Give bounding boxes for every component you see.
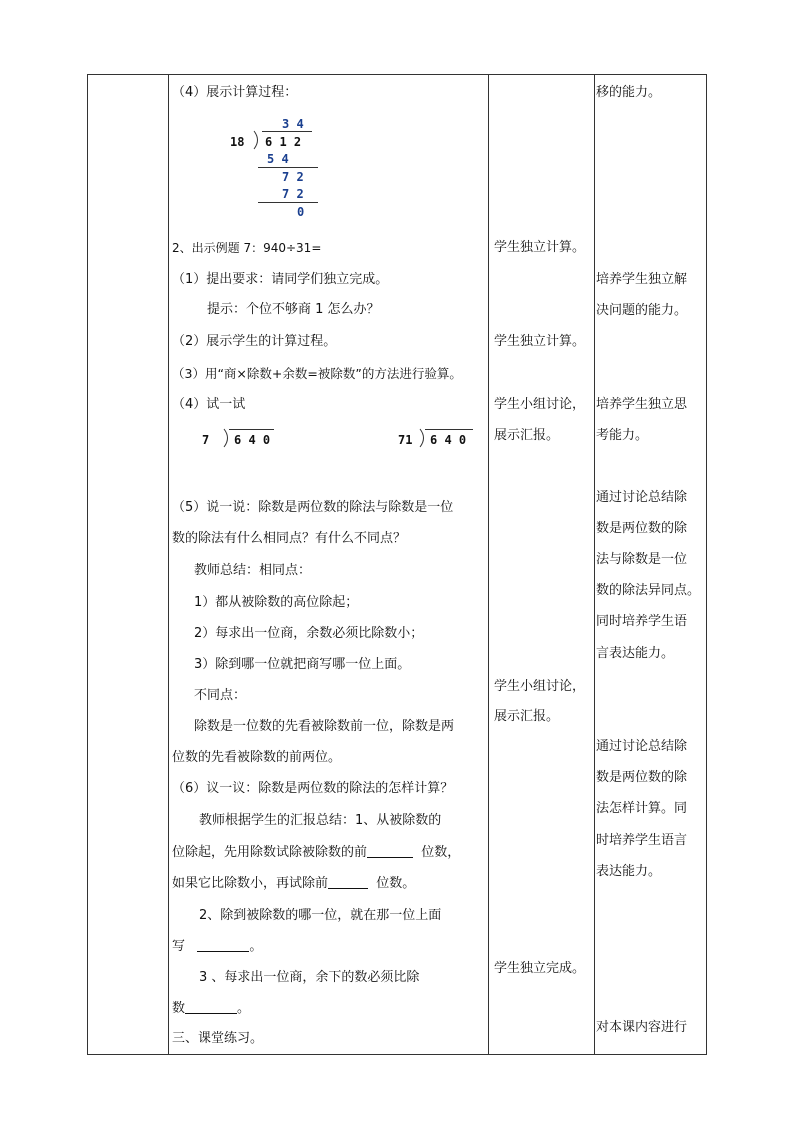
student-activity-e: 学生独立完成。 (494, 961, 586, 976)
divisor: 7 (202, 433, 210, 447)
fill-blank (197, 939, 249, 952)
difference-title: 不同点： (194, 688, 247, 703)
design-intent-e3: 法怎样计算。同 (596, 801, 688, 816)
design-intent-a: 移的能力。 (596, 85, 662, 100)
fill-blank (367, 845, 413, 858)
rule-text: 位数。 (376, 876, 416, 891)
student-activity-d1: 学生小组讨论， (494, 679, 586, 694)
step4-label: （4）展示计算过程： (172, 85, 298, 100)
rule-line-2 (172, 845, 460, 861)
say-line-1: （5）说一说：除数是两位数的除法与除数是一位 (172, 500, 454, 515)
fill-blank (185, 1001, 237, 1014)
dividend: 6 1 2 (265, 135, 302, 149)
discuss-question: （6）议一议：除数是两位数的除法的怎样计算？ (172, 781, 454, 796)
remainder-final: 0 (297, 205, 305, 219)
design-intent-d4: 数的除法异同点。 (596, 583, 701, 598)
design-intent-d3: 法与除数是一位 (596, 552, 688, 567)
division-bracket-icon (252, 130, 262, 150)
rule-text: 位数， (421, 845, 461, 860)
design-intent-c1: 培养学生独立思 (596, 397, 688, 412)
fill-blank (328, 876, 368, 889)
rule-line-4: 2、除到被除数的哪一位，就在那一位上面 (199, 908, 442, 923)
design-intent-b1: 培养学生独立解 (596, 272, 688, 287)
dividend: 6 4 0 (430, 433, 467, 447)
student-activity-a: 学生独立计算。 (494, 240, 586, 255)
column-divider (488, 75, 489, 1054)
division-bar (229, 429, 274, 430)
example7-step4: （4）试一试 (172, 397, 246, 412)
section-classroom-practice: 三、课堂练习。 (172, 1031, 264, 1046)
example7-step2: （2）展示学生的计算过程。 (172, 334, 337, 349)
student-activity-c2: 展示汇报。 (494, 428, 560, 443)
column-divider (594, 75, 595, 1054)
rule-text: 写 (172, 939, 186, 954)
rule-text: 。 (237, 1001, 251, 1016)
student-activity-b: 学生独立计算。 (494, 334, 586, 349)
same-point-3: 3）除到哪一位就把商写哪一位上面。 (194, 657, 411, 672)
quotient: 3 4 (282, 117, 304, 131)
divisor: 71 (398, 433, 413, 447)
example7-hint: 提示：个位不够商 1 怎么办？ (207, 302, 380, 317)
example7-title: 2、出示例题 7：940÷31= (172, 241, 322, 255)
difference-line-1: 除数是一位数的先看被除数前一位，除数是两 (194, 719, 455, 734)
rule-line (258, 167, 318, 168)
same-point-1: 1）都从被除数的高位除起； (194, 595, 359, 610)
say-line-2: 数的除法有什么相同点？有什么不同点？ (172, 531, 407, 546)
column-divider (168, 75, 169, 1054)
rule-text: 如果它比除数小，再试除前 (172, 876, 329, 891)
example7-step3: （3）用“商×除数+余数=被除数”的方法进行验算。 (172, 366, 462, 381)
design-intent-e2: 数是两位数的除 (596, 770, 688, 785)
remainder-1: 7 2 (282, 170, 304, 184)
design-intent-d2: 数是两位数的除 (596, 521, 688, 536)
rule-text: 数 (172, 1001, 186, 1016)
rule-line-5 (172, 939, 262, 955)
subtract-2: 7 2 (282, 187, 304, 201)
rule-line-6: 3 、每求出一位商，余下的数必须比除 (199, 970, 420, 985)
rule-line (258, 202, 318, 203)
design-intent-d5: 同时培养学生语 (596, 614, 688, 629)
design-intent-e5: 表达能力。 (596, 864, 662, 879)
subtract-1: 5 4 (267, 152, 289, 166)
difference-line-2: 位数的先看被除数的前两位。 (172, 750, 342, 765)
same-point-2: 2）每求出一位商，余数必须比除数小； (194, 626, 424, 641)
design-intent-d1: 通过讨论总结除 (596, 490, 688, 505)
rule-text: 位除起，先用除数试除被除数的前 (172, 845, 368, 860)
division-bracket-icon (222, 428, 232, 448)
rule-text: 。 (249, 939, 263, 954)
student-activity-c1: 学生小组讨论， (494, 397, 586, 412)
divisor: 18 (230, 135, 245, 149)
example7-step1: （1）提出要求：请同学们独立完成。 (172, 272, 389, 287)
design-intent-e1: 通过讨论总结除 (596, 739, 688, 754)
design-intent-c2: 考能力。 (596, 428, 649, 443)
division-bracket-icon (418, 428, 428, 448)
rule-line-1: 教师根据学生的汇报总结：1、从被除数的 (199, 813, 442, 828)
teacher-summary: 教师总结：相同点： (194, 563, 312, 578)
student-activity-d2: 展示汇报。 (494, 709, 560, 724)
division-bar (425, 429, 473, 430)
design-intent-f: 对本课内容进行 (596, 1020, 688, 1035)
design-intent-d6: 言表达能力。 (596, 646, 675, 661)
design-intent-b2: 决问题的能力。 (596, 303, 688, 318)
rule-line-7 (172, 1001, 250, 1017)
design-intent-e4: 时培养学生语言 (596, 833, 688, 848)
division-bar (262, 131, 312, 132)
dividend: 6 4 0 (234, 433, 271, 447)
rule-line-3 (172, 876, 415, 892)
